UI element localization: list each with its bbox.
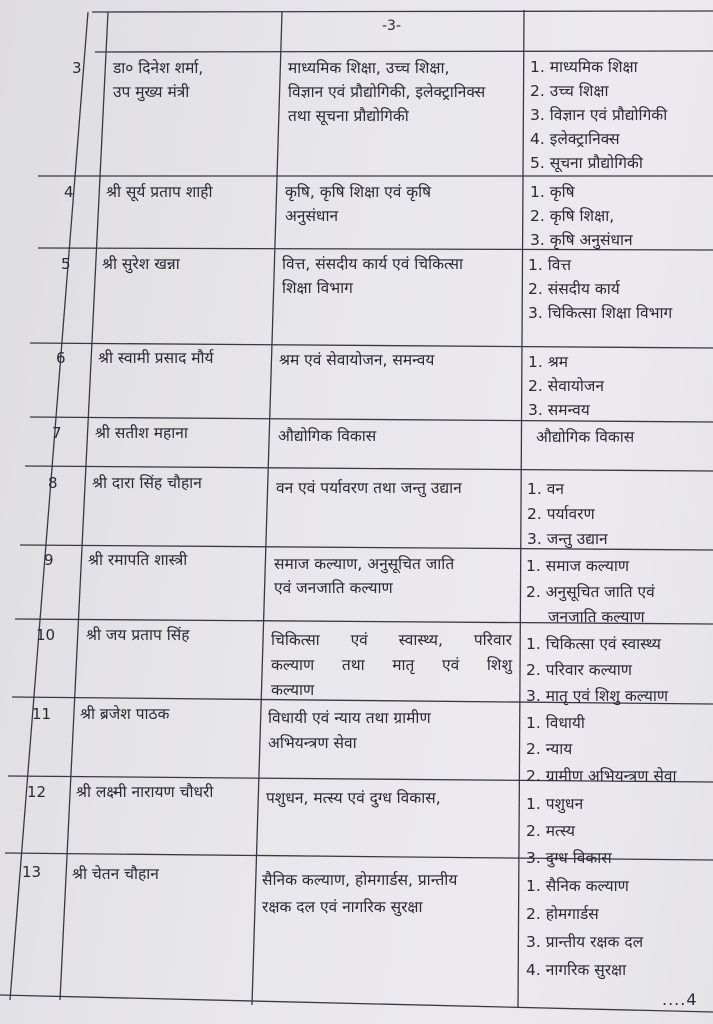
row-5-allocation-2: 2. संसदीय कार्य — [528, 280, 620, 298]
row-8-allocation-2: 2. पर्यावरण — [527, 505, 595, 523]
row-13-allocation-2: 2. होमगार्डस — [526, 905, 599, 923]
row-9-dept-line-1: समाज कल्याण, अनुसूचित जाति — [274, 555, 455, 573]
row-3-allocation-3: 3. विज्ञान एवं प्रौद्योगिकी — [530, 106, 668, 124]
row-8-allocation-1: 1. वन — [527, 480, 564, 498]
row-11-dept-line-2: अभियन्त्रण सेवा — [268, 734, 357, 752]
row-12-allocation-2: 2. मत्स्य — [526, 822, 575, 840]
row-9-serial: 9 — [44, 551, 54, 569]
row-3-name-line-2: उप मुख्य मंत्री — [113, 83, 190, 101]
row-12-allocation-1: 1. पशुधन — [526, 795, 584, 813]
row-4-allocation-1: 1. कृषि — [530, 183, 575, 201]
row-6-allocation-2: 2. सेवायोजन — [528, 377, 604, 395]
row-6-name: श्री स्वामी प्रसाद मौर्य — [98, 349, 214, 367]
row-10-dept-line-2: कल्याण तथा मातृ एवं शिशु — [271, 656, 512, 674]
row-8-dept-line-1: वन एवं पर्यावरण तथा जन्तु उद्यान — [276, 479, 462, 497]
row-5-allocation-3: 3. चिकित्सा शिक्षा विभाग — [528, 304, 673, 322]
row-13-allocation-1: 1. सैनिक कल्याण — [526, 877, 629, 895]
row-13-dept-line-2: रक्षक दल एवं नागरिक सुरक्षा — [262, 898, 423, 916]
row-4-serial: 4 — [64, 183, 74, 201]
row-9-allocation-3: जनजाति कल्याण — [548, 608, 645, 626]
row-12-serial: 12 — [27, 783, 47, 801]
row-4-dept-line-2: अनुसंधान — [285, 207, 339, 225]
row-7-allocation-1: औद्योगिक विकास — [536, 428, 635, 446]
row-3-allocation-2: 2. उच्च शिक्षा — [530, 82, 609, 100]
row-9-name: श्री रमापति शास्त्री — [88, 551, 188, 569]
row-9-dept-line-2: एवं जनजाति कल्याण — [274, 579, 393, 597]
row-11-allocation-3: 2. ग्रामीण अभियन्त्रण सेवा — [526, 767, 677, 785]
row-6-allocation-3: 3. समन्वय — [528, 401, 590, 419]
row-4-allocation-3: 3. कृषि अनुसंधान — [530, 231, 633, 249]
row-3-name-line-1: डा० दिनेश शर्मा, — [113, 59, 204, 77]
row-11-dept-line-1: विधायी एवं न्याय तथा ग्रामीण — [268, 709, 431, 727]
row-13-allocation-3: 3. प्रान्तीय रक्षक दल — [526, 933, 644, 951]
row-8-serial: 8 — [48, 474, 58, 492]
row-3-serial: 3 — [72, 59, 82, 77]
row-9-allocation-1: 1. समाज कल्याण — [526, 557, 630, 575]
row-10-allocation-1: 1. चिकित्सा एवं स्वास्थ्य — [526, 635, 661, 653]
row-13-name: श्री चेतन चौहान — [72, 865, 159, 883]
page-number-header: -3- — [382, 18, 402, 34]
row-10-dept-line-3: कल्याण — [271, 681, 315, 699]
row-11-name: श्री ब्रजेश पाठक — [80, 705, 170, 723]
row-3-allocation-1: 1. माध्यमिक शिक्षा — [530, 58, 638, 76]
row-10-serial: 10 — [36, 626, 56, 644]
row-5-dept-line-2: शिक्षा विभाग — [282, 279, 353, 297]
row-9-allocation-2: 2. अनुसूचित जाति एवं — [526, 583, 655, 601]
row-6-serial: 6 — [56, 349, 66, 367]
row-10-dept-line-1: चिकित्सा एवं स्वास्थ्य, परिवार — [271, 631, 512, 649]
row-3-dept-line-1: माध्यमिक शिक्षा, उच्च शिक्षा, — [288, 59, 450, 77]
row-3-allocation-4: 4. इलेक्ट्रानिक्स — [530, 130, 620, 148]
row-5-name: श्री सुरेश खन्ना — [102, 255, 180, 273]
row-4-allocation-2: 2. कृषि शिक्षा, — [530, 207, 615, 225]
row-5-dept-line-1: वित्त, संसदीय कार्य एवं चिकित्सा — [282, 255, 463, 273]
row-8-name: श्री दारा सिंह चौहान — [92, 474, 202, 492]
row-7-serial: 7 — [52, 424, 62, 442]
row-10-name: श्री जय प्रताप सिंह — [86, 626, 190, 644]
row-7-dept-line-1: औद्योगिक विकास — [278, 427, 377, 445]
row-11-serial: 11 — [32, 705, 52, 723]
row-3-dept-line-2: विज्ञान एवं प्रौद्योगिकी, इलेक्ट्रानिक्स — [288, 83, 486, 101]
row-11-allocation-2: 2. न्याय — [526, 740, 573, 758]
row-12-name: श्री लक्ष्मी नारायण चौधरी — [76, 783, 214, 801]
row-6-allocation-1: 1. श्रम — [528, 353, 568, 371]
row-12-dept-line-1: पशुधन, मत्स्य एवं दुग्ध विकास, — [266, 789, 441, 807]
row-4-dept-line-1: कृषि, कृषि शिक्षा एवं कृषि — [285, 183, 432, 201]
row-10-allocation-2: 2. परिवार कल्याण — [526, 661, 632, 679]
row-5-serial: 5 — [61, 255, 71, 273]
row-10-allocation-3: 3. मातृ एवं शिशु कल्याण — [526, 687, 669, 705]
row-3-allocation-5: 5. सूचना प्रौद्योगिकी — [530, 154, 643, 172]
row-8-allocation-3: 3. जन्तु उद्यान — [527, 530, 608, 548]
row-6-dept-line-1: श्रम एवं सेवायोजन, समन्वय — [279, 351, 435, 369]
row-7-name: श्री सतीश महाना — [95, 424, 188, 442]
row-4-name: श्री सूर्य प्रताप शाही — [106, 183, 213, 201]
row-12-allocation-3: 3. दुग्ध विकास — [526, 849, 612, 867]
row-13-serial: 13 — [22, 863, 42, 881]
row-13-dept-line-1: सैनिक कल्याण, होमगार्डस, प्रान्तीय — [262, 871, 458, 889]
continuation-marker: ....4 — [662, 990, 698, 1009]
row-13-allocation-4: 4. नागरिक सुरक्षा — [526, 961, 627, 979]
row-5-allocation-1: 1. वित्त — [528, 256, 572, 274]
row-11-allocation-1: 1. विधायी — [526, 714, 585, 732]
row-3-dept-line-3: तथा सूचना प्रौद्योगिकी — [288, 107, 409, 125]
